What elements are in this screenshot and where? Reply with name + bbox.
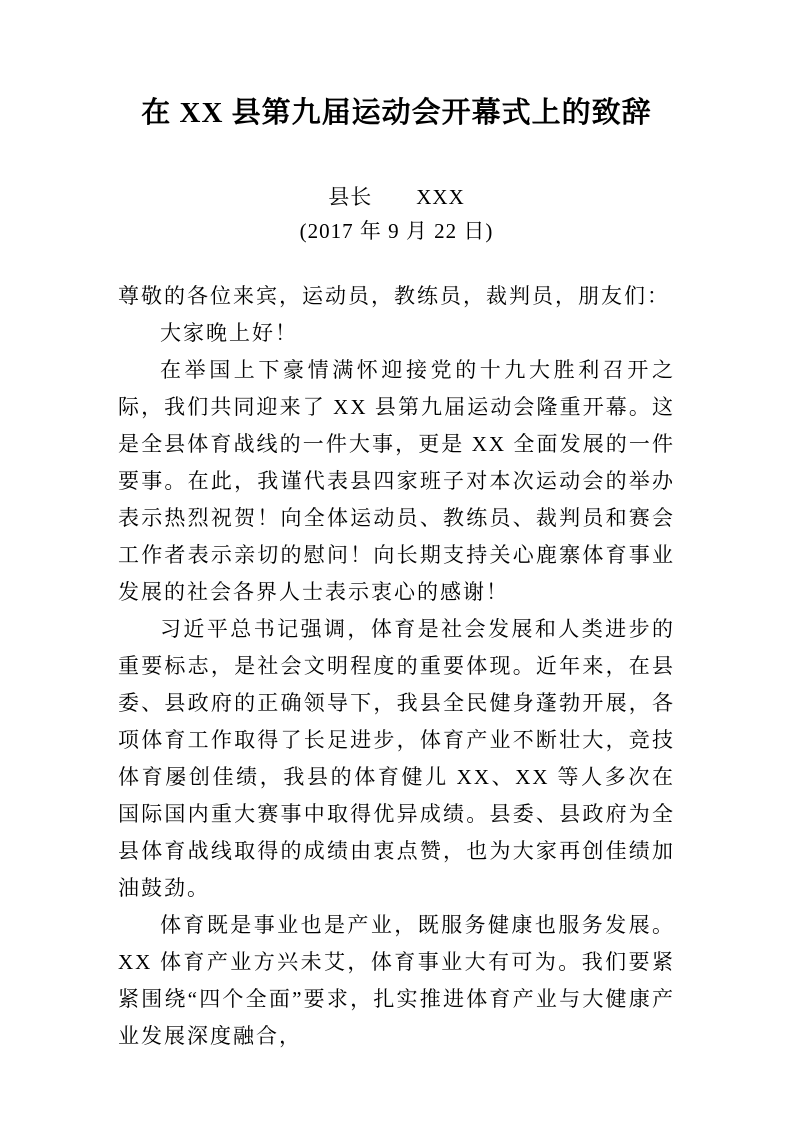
salutation-line: 尊敬的各位来宾，运动员，教练员，裁判员，朋友们： bbox=[118, 284, 670, 308]
paragraph-achievements: 习近平总书记强调，体育是社会发展和人类进步的重要标志，是社会文明程度的重要体现。近年来，在县委、县政府的正确领导下，我县全民健身蓬勃开展，各项体育工作取得了长足进步，体育产业不断壮大，竞技体育屡创佳绩，我县的体育健儿 XX、XX 等人多次在国际国内重大赛事中取得优异成绩。县委、县政府为全县体育战线取得的成绩由衷点赞，也为大家再创佳绩加油鼓劲。 bbox=[118, 617, 675, 900]
author-line: 县长 XXX bbox=[328, 185, 465, 209]
paragraph-greeting: 大家晚上好！ bbox=[160, 321, 298, 345]
date-line: (2017 年 9 月 22 日) bbox=[299, 219, 494, 243]
document-title: 在 XX 县第九届运动会开幕式上的致辞 bbox=[141, 97, 652, 129]
paragraph-opening: 在举国上下豪情满怀迎接党的十九大胜利召开之际，我们共同迎来了 XX 县第九届运动会隆重开幕。这是全县体育战线的一件大事，更是 XX 全面发展的一件要事。在此，我谨代表县四家班子对本次运动会的举办表示热烈祝贺！向全体运动员、教练员、裁判员和赛会工作者表示亲切的慰问！向长期支持关心鹿寨体育事业发展的社会各界人士表示衷心的感谢！ bbox=[118, 358, 675, 604]
paragraph-industry: 体育既是事业也是产业，既服务健康也服务发展。XX 体育产业方兴未艾，体育事业大有可为。我们要紧紧围绕“四个全面”要求，扎实推进体育产业与大健康产业发展深度融合， bbox=[118, 913, 675, 1048]
document-body bbox=[118, 278, 675, 1055]
